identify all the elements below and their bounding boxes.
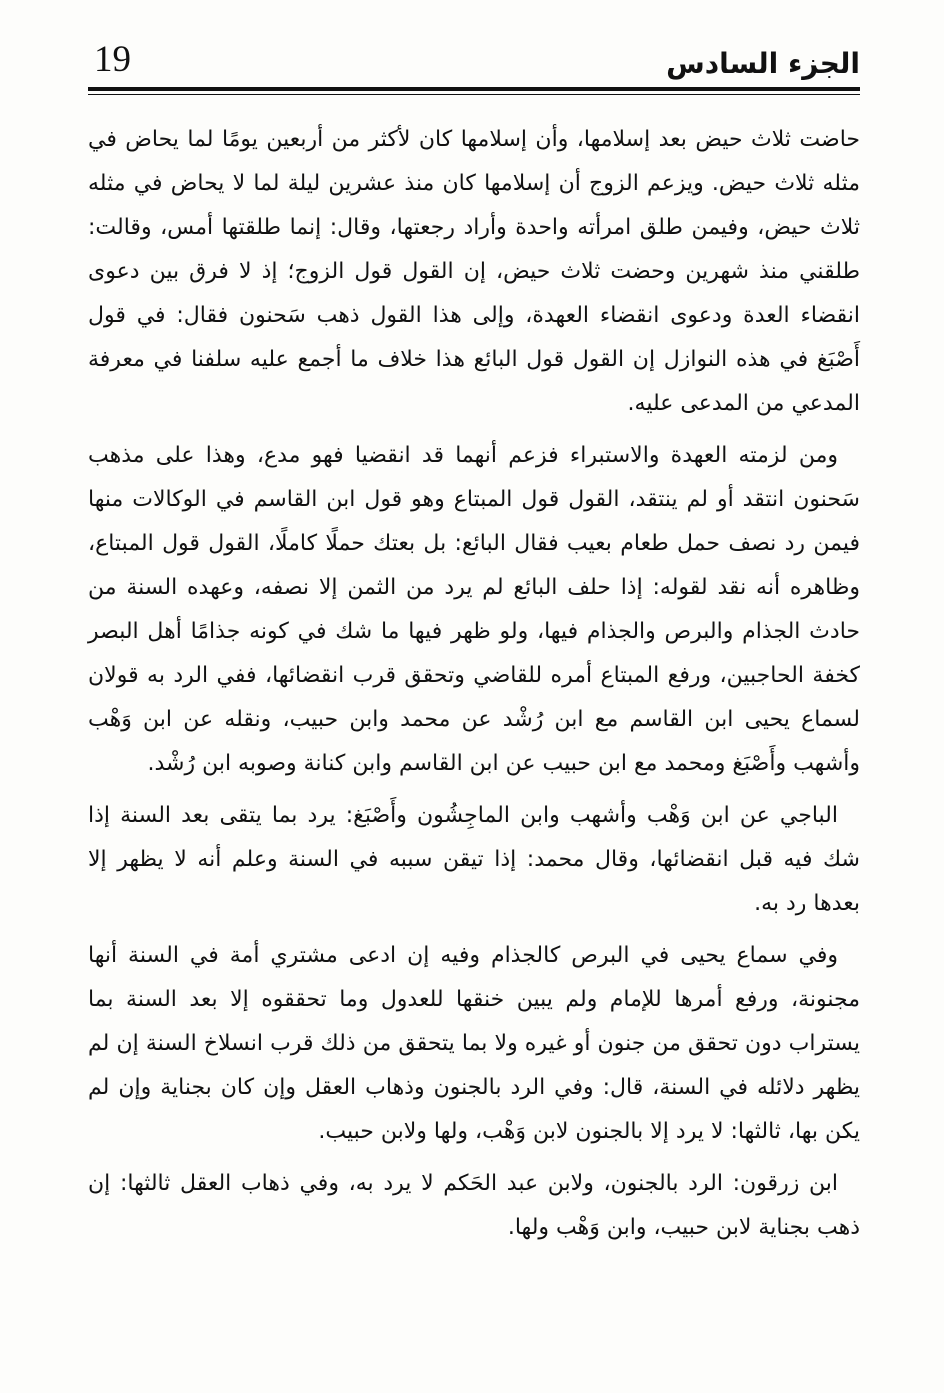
page-number: 19 (94, 39, 131, 80)
paragraph-4: وفي سماع يحيى في البرص كالجذام وفيه إن ادعى مشتري أمة في السنة أنها مجنونة، ورفع أمرها للإمام ولم يبين خنقها للعدول وما تحققوه إلا بعد السنة بما يستراب دون تحقق من جنون أو غيره ولا بما يتحقق من ذلك قرب انسلاخ السنة إن لم يظهر دلائله في السنة، قال: وفي الرد بالجنون وذهاب العقل وإن كان بجناية وإن لم يكن بها، ثالثها: لا يرد إلا بالجنون لابن وَهْب، ولها ولابن حبيب. (88, 943, 860, 1144)
page-header (78, 38, 860, 90)
paragraph-1: حاضت ثلاث حيض بعد إسلامها، وأن إسلامها كان لأكثر من أربعين يومًا لما يحاض في مثله ثلاث حيض. ويزعم الزوج أن إسلامها كان منذ عشرين ليلة لما لا يحاض في مثله ثلاث حيض، وفيمن طلق امرأته واحدة وأراد رجعتها، وقال: إنما طلقتها أمس، وقالت: طلقني منذ شهرين وحضت ثلاث حيض، إن القول قول الزوج؛ إذ لا فرق بين دعوى انقضاء العدة ودعوى انقضاء العهدة، وإلى هذا القول ذهب سَحنون فقال: في قول أَصْبَغ في هذه النوازل إن القول قول البائع هذا خلاف ما أجمع عليه سلفنا في معرفة المدعي من المدعى عليه. (88, 127, 860, 416)
paragraph-3: الباجي عن ابن وَهْب وأشهب وابن الماجِشُون وأَصْبَغ: يرد بما يتقى بعد السنة إذا شك فيه قبل انقضائها، وقال محمد: إذا تيقن سببه في السنة وعلم أنه لا يظهر إلا بعدها رد به. (88, 803, 860, 916)
paragraph-5: ابن زرقون: الرد بالجنون، ولابن عبد الحَكم لا يرد به، وفي ذهاب العقل ثالثها: إن ذهب بجناية لابن حبيب، وابن وَهْب ولها. (88, 1171, 860, 1240)
running-title: الجزء السادس (666, 47, 860, 80)
paragraph-2: ومن لزمته العهدة والاستبراء فزعم أنهما قد انقضيا فهو مدع، وهذا على مذهب سَحنون انتقد أو لم ينتقد، القول قول المبتاع وهو قول ابن القاسم في الوكالات منها فيمن رد نصف حمل طعام بعيب فقال البائع: بل بعتك حملًا كاملًا، القول قول المبتاع، وظاهره أنه نقد لقوله: إذا حلف البائع لم يرد من الثمن إلا نصفه، وعهده السنة من حادث الجذام والبرص والجذام فيها، ولو ظهر فيها ما شك في كونه جذامًا أهل البصر كخفة الحاجبين، ورفع المبتاع أمره للقاضي وتحقق قرب انقضائها، ففي الرد به قولان لسماع يحيى ابن القاسم مع ابن رُشْد عن محمد وابن حبيب، ونقله عن ابن وَهْب وأشهب وأَصْبَغ ومحمد مع ابن حبيب عن ابن القاسم وابن كنانة وصوبه ابن رُشْد. (88, 443, 860, 776)
header-rule-thick (88, 87, 860, 91)
body-text (88, 118, 860, 1258)
header-rule-thin (88, 94, 860, 95)
